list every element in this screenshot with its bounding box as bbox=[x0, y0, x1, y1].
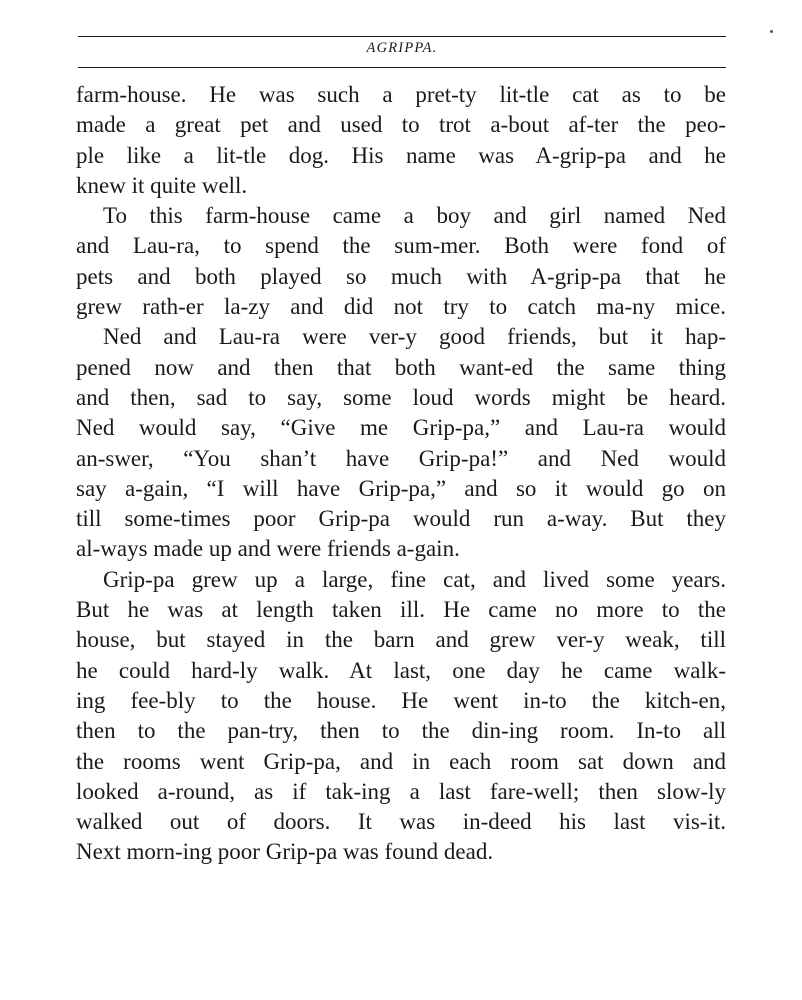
text-line: pened now and then that both want-ed the same thing bbox=[76, 354, 726, 380]
text-line: an-swer, “You shan’t have Grip-pa!” and Ned would bbox=[76, 445, 726, 471]
paragraph bbox=[76, 201, 726, 322]
paragraph bbox=[76, 565, 726, 868]
text-line: made a great pet and used to trot a-bout af-ter the peo- bbox=[76, 112, 726, 138]
text-line: and then, sad to say, some loud words might be heard. bbox=[76, 384, 726, 410]
text-line: Next morn-ing poor Grip-pa was found dead. bbox=[76, 839, 494, 865]
text-line: walked out of doors. It was in-deed his last vis-it. bbox=[76, 809, 726, 835]
text-line: say a-gain, “I will have Grip-pa,” and so it would go on bbox=[76, 475, 726, 501]
text-line: farm-house. He was such a pret-ty lit-tle cat as to be bbox=[76, 82, 726, 107]
text-line: Ned and Lau-ra were ver-y good friends, but it hap- bbox=[103, 324, 726, 350]
page-body bbox=[76, 80, 726, 868]
text-line: then to the pan-try, then to the din-ing room. In-to all bbox=[76, 718, 726, 744]
header-rule-bottom bbox=[78, 67, 726, 68]
print-speck bbox=[770, 30, 773, 33]
text-line: pets and both played so much with A-grip-pa that he bbox=[76, 263, 726, 289]
text-line: till some-times poor Grip-pa would run a-way. But they bbox=[76, 506, 726, 532]
running-head: AGRIPPA. bbox=[366, 40, 438, 56]
text-line: ple like a lit-tle dog. His name was A-grip-pa and he bbox=[76, 142, 726, 168]
text-line: house, but stayed in the barn and grew ver-y weak, till bbox=[76, 627, 726, 653]
text-line: ing fee-bly to the house. He went in-to the kitch-en, bbox=[76, 687, 726, 713]
paragraph bbox=[76, 80, 726, 201]
text-line: Ned would say, “Give me Grip-pa,” and Lau-ra would bbox=[76, 415, 726, 441]
paragraph bbox=[76, 322, 726, 564]
text-line: he could hard-ly walk. At last, one day he came walk- bbox=[76, 657, 726, 683]
text-line: knew it quite well. bbox=[76, 172, 248, 198]
header-rule-top bbox=[78, 36, 726, 37]
text-line: and Lau-ra, to spend the sum-mer. Both were fond of bbox=[76, 233, 726, 259]
text-line: looked a-round, as if tak-ing a last fare-well; then slow-ly bbox=[76, 778, 726, 804]
text-line: al-ways made up and were friends a-gain. bbox=[76, 536, 460, 562]
text-line: But he was at length taken ill. He came no more to the bbox=[76, 597, 726, 623]
text-line: Grip-pa grew up a large, fine cat, and lived some years. bbox=[103, 566, 726, 592]
text-line: the rooms went Grip-pa, and in each room sat down and bbox=[76, 748, 726, 774]
text-line: grew rath-er la-zy and did not try to catch ma-ny mice. bbox=[76, 294, 726, 320]
text-line: To this farm-house came a boy and girl named Ned bbox=[103, 203, 726, 229]
